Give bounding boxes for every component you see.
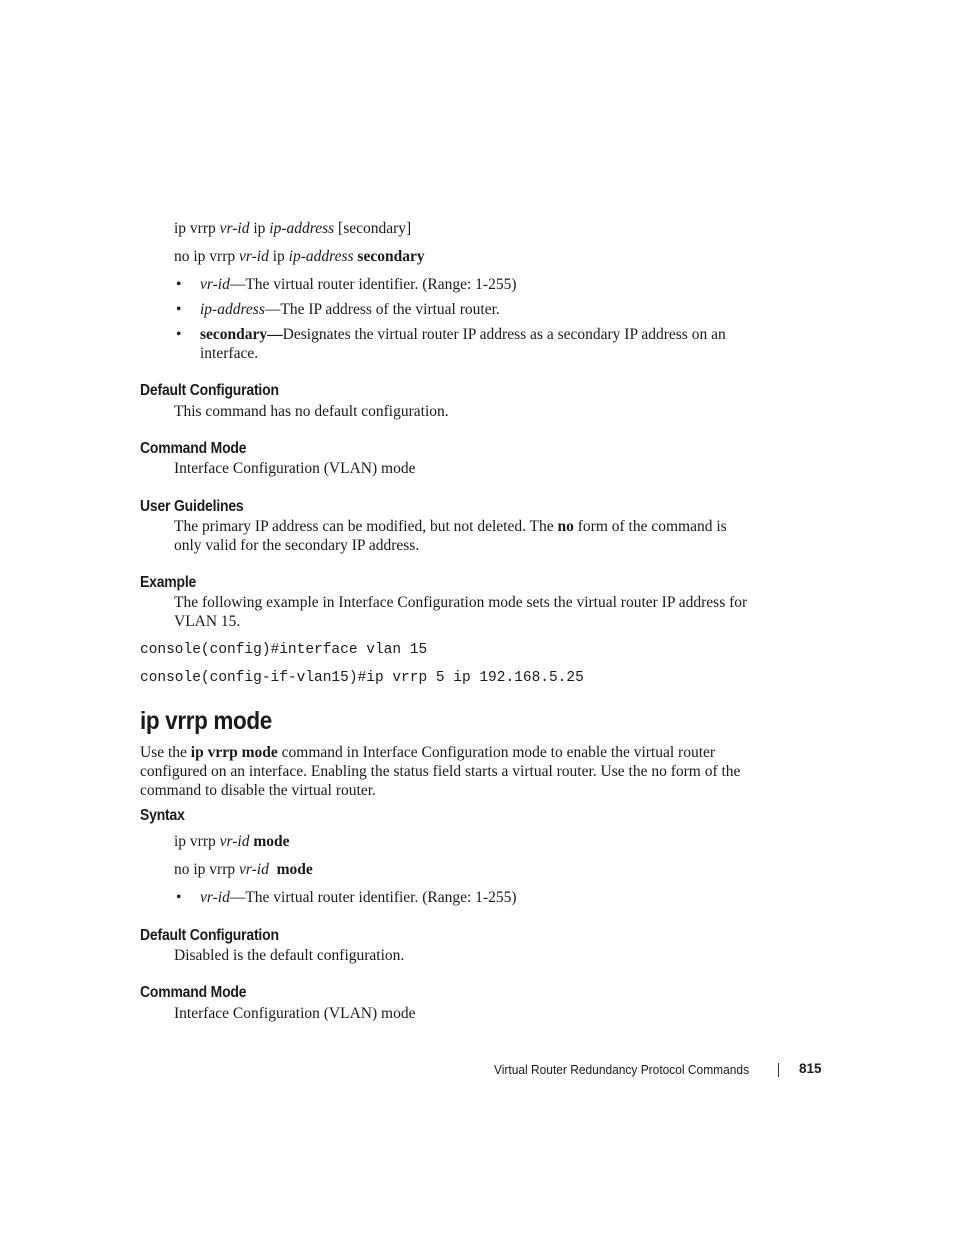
bullet-icon: •	[176, 326, 182, 343]
section-heading: Syntax	[140, 807, 185, 824]
command-description: Use the ip vrrp mode command in Interface Configuration mode to enable the virtual router	[140, 744, 716, 761]
page-number: 815	[799, 1061, 822, 1076]
syntax-line-no: no ip vrrp vr-id mode	[174, 861, 313, 878]
section-text: VLAN 15.	[174, 613, 241, 630]
section-heading: Example	[140, 574, 197, 591]
param-item: secondary—Designates the virtual router IP address as a secondary IP address on an	[200, 326, 726, 343]
command-title: ip vrrp mode	[140, 707, 272, 735]
section-heading: Command Mode	[140, 984, 247, 1001]
param-item: vr-id—The virtual router identifier. (Range: 1-255)	[200, 276, 517, 293]
command-description: configured on an interface. Enabling the status field starts a virtual router. Use the no form of the	[140, 763, 741, 780]
section-text: Interface Configuration (VLAN) mode	[174, 1005, 416, 1022]
section-heading: Default Configuration	[140, 382, 279, 399]
syntax-line: ip vrrp vr-id ip ip-address [secondary]	[174, 220, 412, 237]
param-item: ip-address—The IP address of the virtual router.	[200, 301, 500, 318]
bullet-icon: •	[176, 889, 182, 906]
section-text: Disabled is the default configuration.	[174, 947, 405, 964]
code-line: console(config)#interface vlan 15	[140, 642, 428, 658]
code-line: console(config-if-vlan15)#ip vrrp 5 ip 192.168.5.25	[140, 670, 584, 686]
section-heading: Command Mode	[140, 440, 247, 457]
command-description: command to disable the virtual router.	[140, 782, 376, 799]
section-heading: Default Configuration	[140, 927, 279, 944]
section-text: The primary IP address can be modified, but not deleted. The no form of the command is	[174, 518, 727, 535]
footer-separator	[778, 1063, 779, 1077]
section-text: Interface Configuration (VLAN) mode	[174, 460, 416, 477]
section-text: This command has no default configuration.	[174, 403, 449, 420]
syntax-line-no: no ip vrrp vr-id ip ip-address secondary	[174, 248, 425, 265]
syntax-line: ip vrrp vr-id mode	[174, 833, 290, 850]
param-item-cont: interface.	[200, 345, 259, 362]
section-text: only valid for the secondary IP address.	[174, 537, 420, 554]
section-text: The following example in Interface Configuration mode sets the virtual router IP address for	[174, 594, 748, 611]
bullet-icon: •	[176, 276, 182, 293]
bullet-icon: •	[176, 301, 182, 318]
footer-title: Virtual Router Redundancy Protocol Commands	[494, 1062, 750, 1077]
param-item: vr-id—The virtual router identifier. (Range: 1-255)	[200, 889, 517, 906]
section-heading: User Guidelines	[140, 498, 244, 515]
